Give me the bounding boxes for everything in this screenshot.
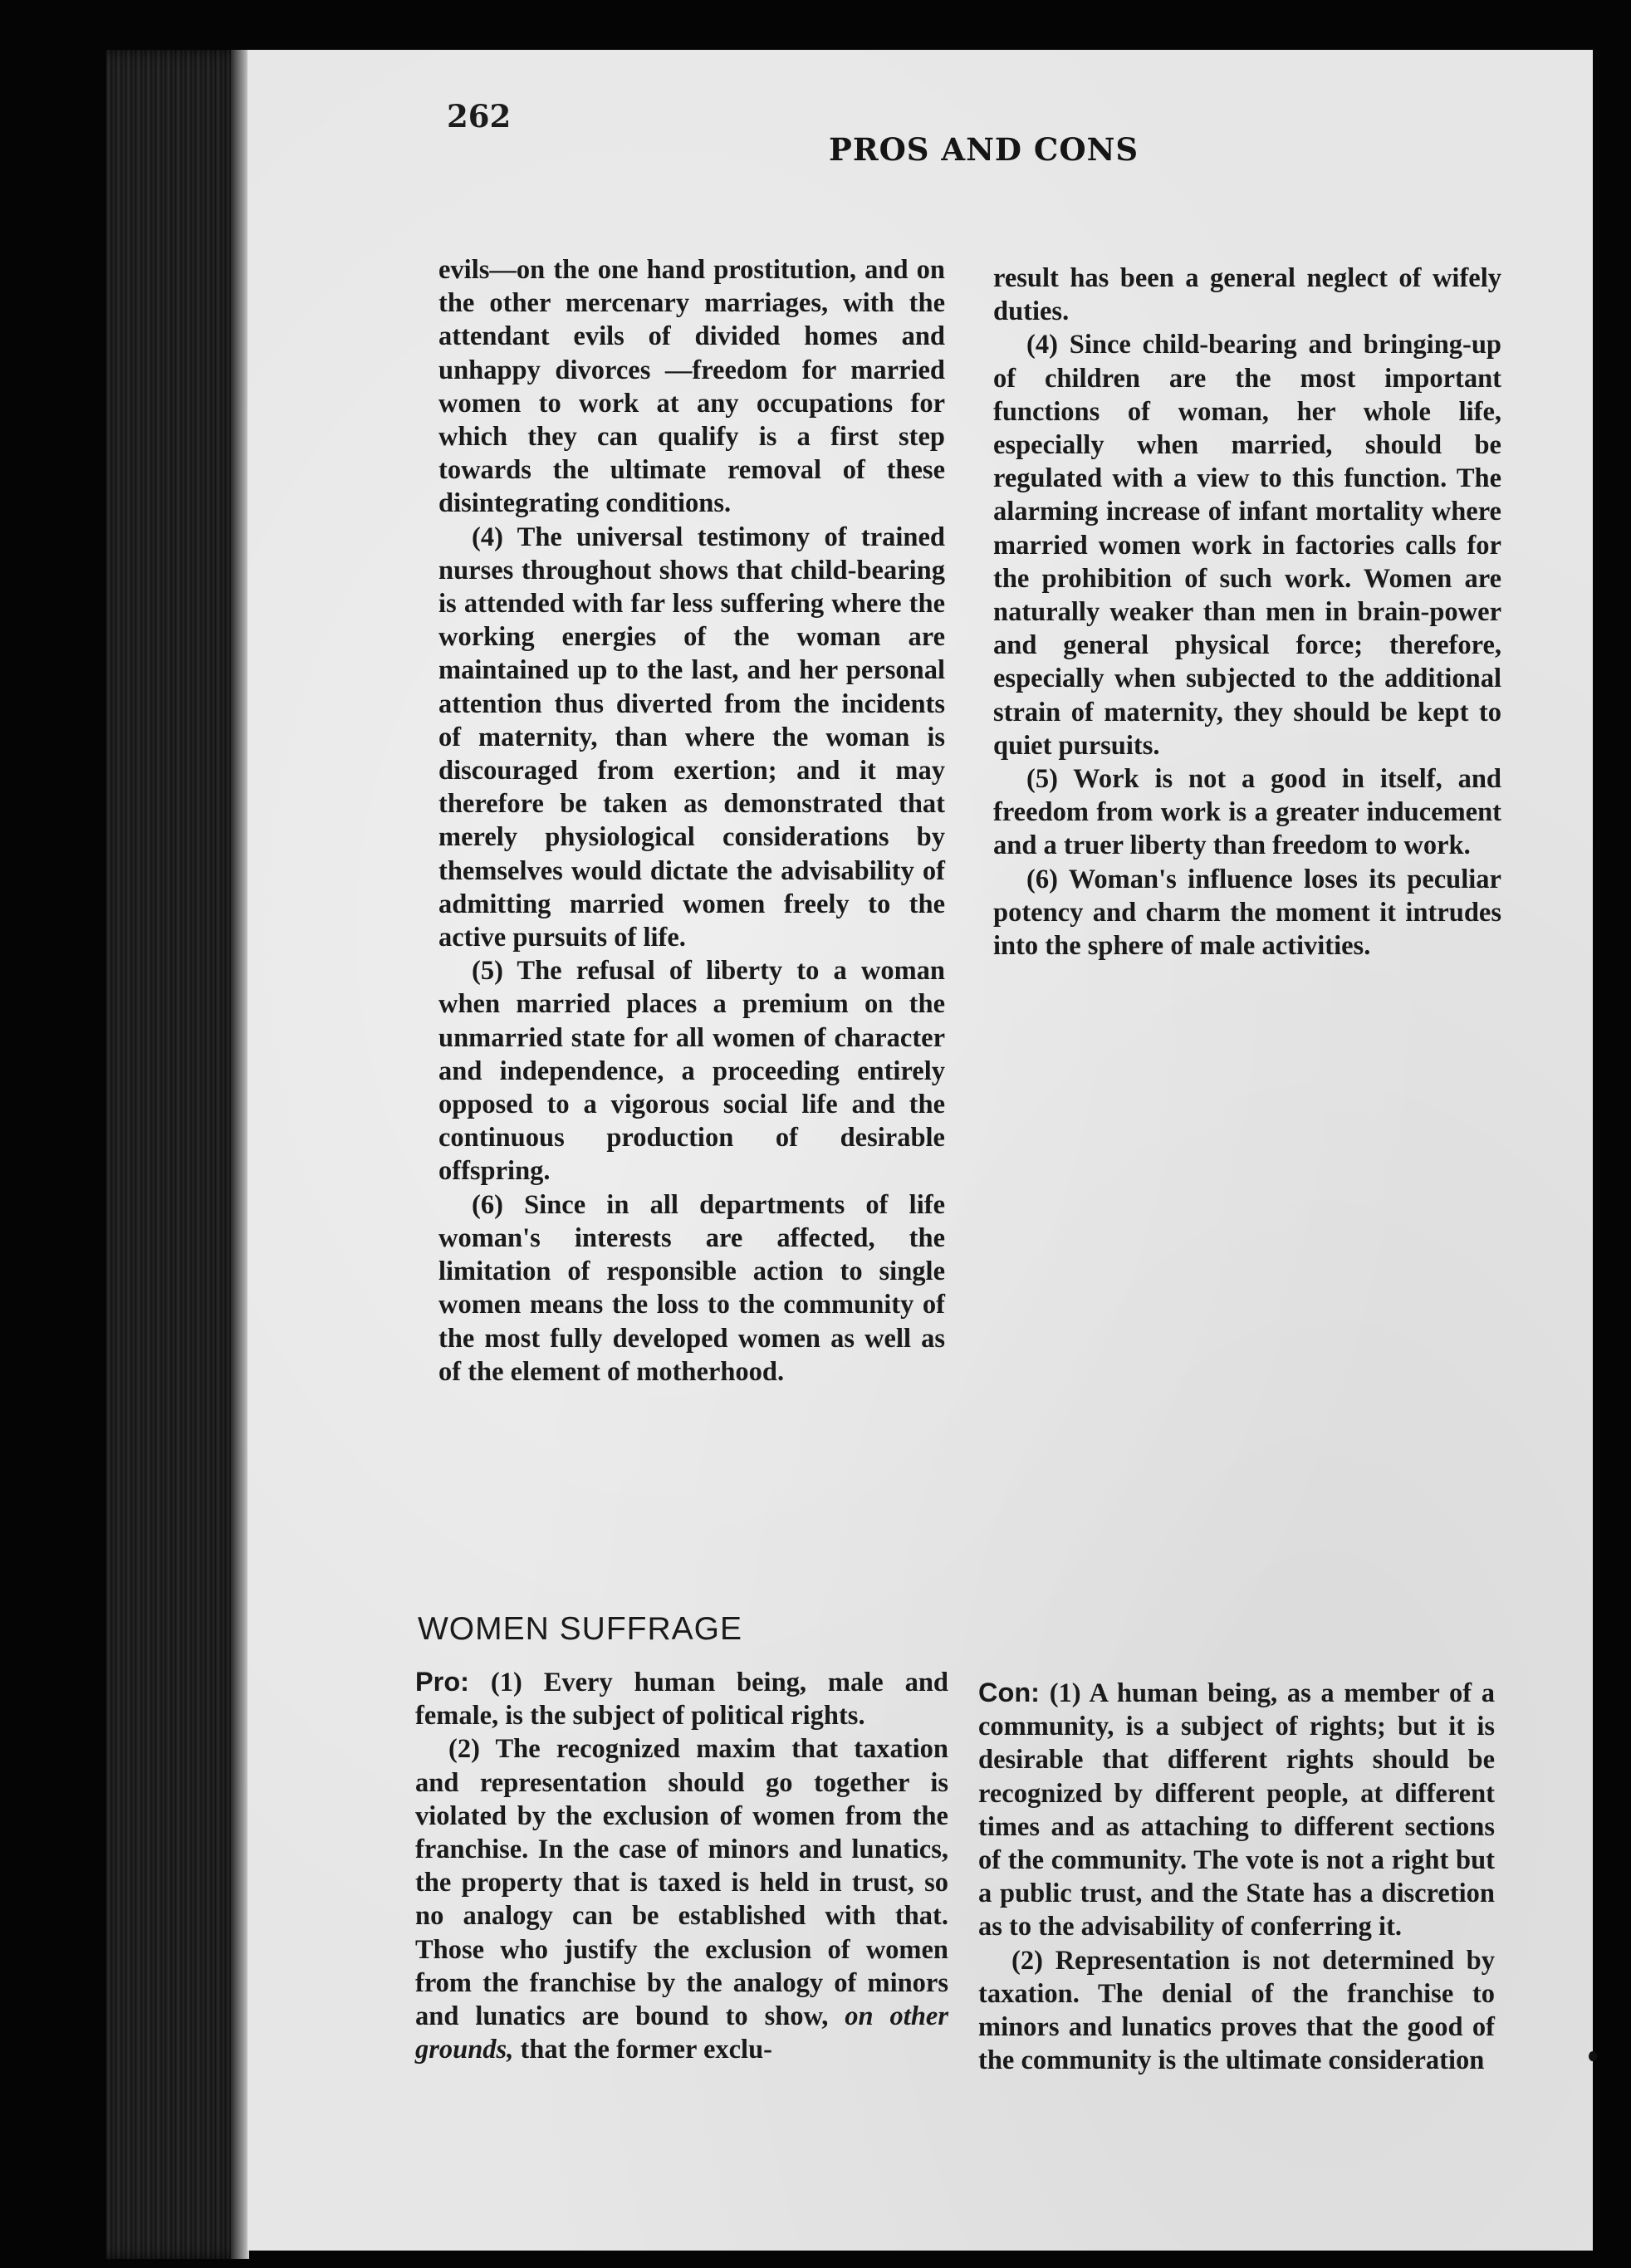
paragraph: (6) Woman's influence loses its peculiar potency and charm the moment it intrudes into the sphere of male activities. [993,864,1501,962]
paragraph: evils—on the one hand prostitution, and on the other mercenary marriages, with the attendant evils of divided homes and unhappy divorces —freedom for married women to work at any occupations for which they can qualify is a first step towards the ultimate removal of these disintegrating conditions. [438,255,945,519]
ink-speck [1589,2051,1597,2061]
paragraph: (4) Since child-bearing and bringing-up of children are the most important functions of woman, her whole life, especially when married, should be regulated with a view to this function. The alarming increase of infant mortality where married women work in factories calls for the prohibition of such work. Women are naturally weaker than men in brain-power and general physical force; therefore, especially when subjected to the additional strain of maternity, they should be kept to quiet pursuits. [993,330,1501,761]
con-label: Con: [978,1678,1040,1707]
paragraph: (1) Every human being, male and female, is the subject of political rights. [415,1668,948,1732]
paragraph: result has been a general neglect of wifely duties. [993,263,1501,327]
paragraph: (4) The universal testimony of trained nurses throughout shows that child-bearing is attended with far less suffering where the working energies of the woman are maintained up to the last, and her personal attention thus diverted from the incidents of maternity, than where the woman is discouraged from exertion; and it may therefore be taken as demonstrated that merely physiological considerations by themselves would dictate the advisability of admitting married women freely to the active pursuits of life. [438,522,945,953]
paragraph-end: that the former exclu- [520,2035,772,2065]
paragraph: (5) The refusal of liberty to a woman when married places a premium on the unmarried state for all women of character and independence, a proceeding entirely opposed to a vigorous social life and the continuous production of desirable offspring. [438,956,945,1187]
book-page [247,50,1593,2251]
page-gutter [231,50,249,2259]
pro-column [415,1665,948,2066]
paragraph: (2) Representation is not determined by taxation. The denial of the franchise to minors and lunatics proves that the good of the community is the ultimate consideration [978,1945,1495,2076]
book-spine [106,50,247,2259]
con-column [978,1676,1495,2077]
left-column-continuation [438,253,945,1389]
paragraph: (2) The recognized maxim that taxation and representation should go together is violated by the exclusion of women from the franchise. In the case of minors and lunatics, the property that is taxed is held in trust, so no analogy can be established with that. Those who justify the exclusion of women from the franchise by the analogy of minors and lunatics are bound to show, [415,1734,948,2032]
page-number: 262 [447,98,512,135]
paragraph: (5) Work is not a good in itself, and freedom from work is a greater inducement and a truer liberty than freedom to work. [993,764,1501,861]
section-heading: WOMEN SUFFRAGE [418,1611,742,1647]
right-column-continuation [993,262,1501,963]
paragraph: (1) A human being, as a member of a community, is a subject of rights; but it is desirable that different rights should be recognized by different people, at different times and as attaching to different sections of the community. The vote is not a right but a public trust, and the State has a discretion as to the advisability of conferring it. [978,1678,1495,1942]
paragraph: (6) Since in all departments of life woman's interests are affected, the limitation of responsible action to single women means the loss to the community of the most fully developed women as well as of the element of motherhood. [438,1189,945,1387]
italic-phrase: on other grounds, [415,2001,948,2065]
pro-label: Pro: [415,1667,469,1697]
running-title: PROS AND CONS [829,131,1139,168]
